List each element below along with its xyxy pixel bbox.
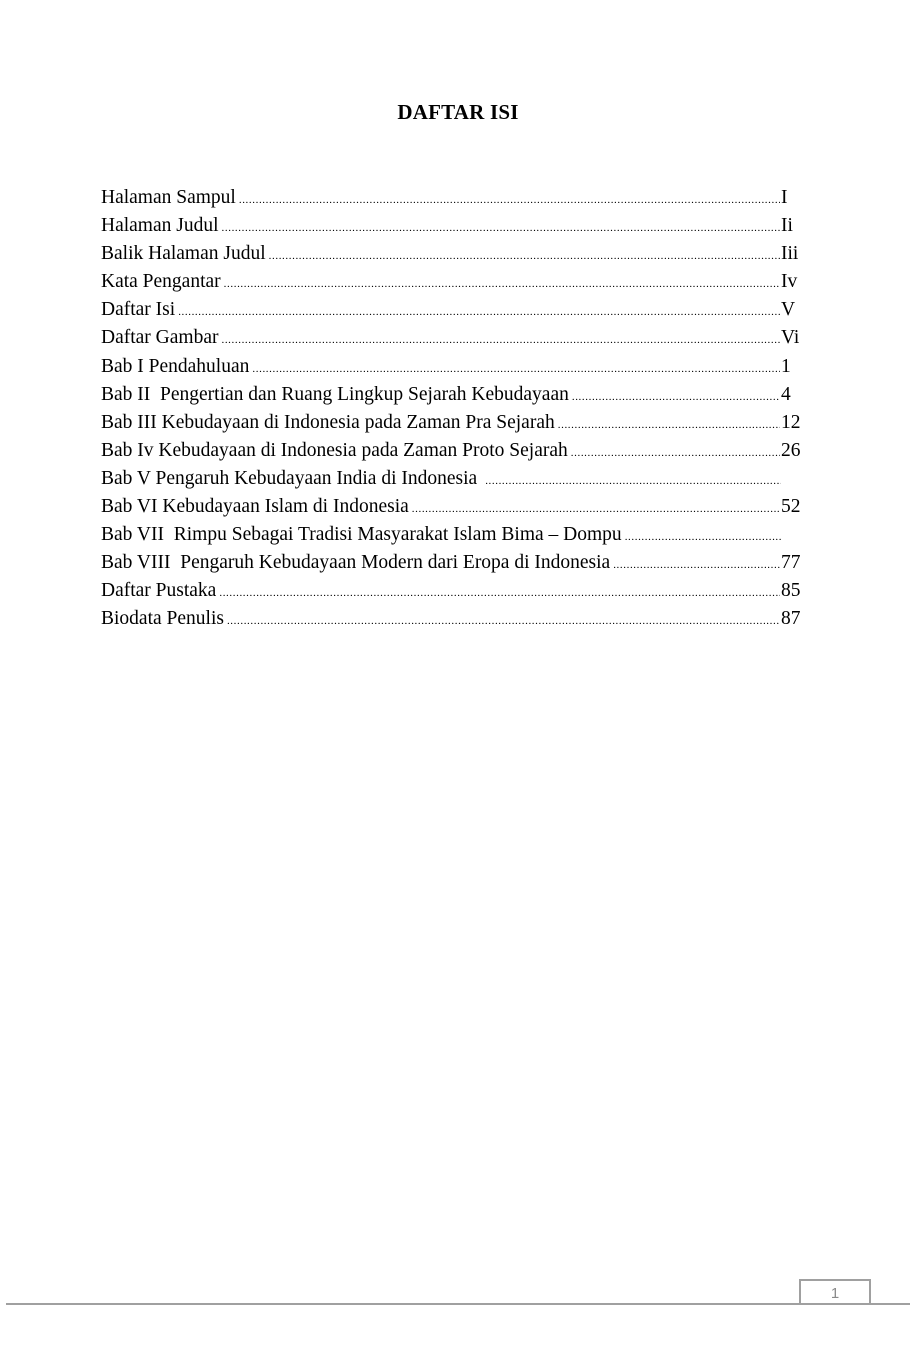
toc-entry-page: Iii <box>781 243 799 265</box>
toc-entry-page: Vi <box>781 327 800 349</box>
toc-entry-label: Bab Iv Kebudayaan di Indonesia pada Zaman Proto Sejarah <box>101 439 568 461</box>
toc-dot-leader <box>269 242 780 270</box>
toc-entry[interactable] <box>101 268 805 296</box>
page-title: DAFTAR ISI <box>397 100 519 124</box>
toc-entry[interactable] <box>101 465 805 493</box>
toc-entry-label: Daftar Pustaka <box>101 580 217 602</box>
toc-dot-leader <box>252 355 780 383</box>
toc-dot-leader <box>613 551 780 579</box>
toc-entry-page: 26 <box>781 439 801 461</box>
toc-entry-label: Halaman Judul <box>101 215 219 237</box>
toc-dot-leader <box>625 523 781 551</box>
page-number: 1 <box>830 1285 840 1302</box>
toc-dot-leader <box>222 214 780 242</box>
toc-entry-label: Biodata Penulis <box>101 608 224 630</box>
toc-entry[interactable] <box>101 296 805 324</box>
toc-entry[interactable] <box>101 577 805 605</box>
footer-rule <box>6 1303 910 1305</box>
toc-dot-leader <box>227 607 780 635</box>
toc-entry[interactable] <box>101 605 805 633</box>
toc-entry-page: 52 <box>781 496 801 518</box>
toc-dot-leader <box>571 439 780 467</box>
toc-entry-page: Ii <box>781 215 793 237</box>
toc-entry-page: 12 <box>781 411 801 433</box>
toc-entry[interactable] <box>101 549 805 577</box>
toc-entry-page: 87 <box>781 608 801 630</box>
toc-entry-label: Bab VII Rimpu Sebagai Tradisi Masyarakat Islam Bima – Dompu <box>101 524 622 546</box>
toc-entry[interactable] <box>101 240 805 268</box>
toc-entry[interactable] <box>101 521 805 549</box>
toc-dot-leader <box>178 298 780 326</box>
page-number-tab <box>799 1279 871 1303</box>
toc-entry-label: Bab VIII Pengaruh Kebudayaan Modern dari Eropa di Indonesia <box>101 552 611 574</box>
toc-entry-label: Daftar Isi <box>101 299 176 321</box>
toc-dot-leader <box>572 383 780 411</box>
toc-entry[interactable] <box>101 184 805 212</box>
toc-entry[interactable] <box>101 409 805 437</box>
toc-entry[interactable] <box>101 212 805 240</box>
toc-entry[interactable] <box>101 437 805 465</box>
toc-entry-label: Daftar Gambar <box>101 327 219 349</box>
toc-entry[interactable] <box>101 324 805 352</box>
toc-dot-leader <box>224 270 780 298</box>
toc-entry-page: 77 <box>781 552 801 574</box>
toc-entry-label: Kata Pengantar <box>101 271 221 293</box>
toc-entry-page: Iv <box>781 271 798 293</box>
toc-entry-label: Bab I Pendahuluan <box>101 355 250 377</box>
toc-entry[interactable] <box>101 493 805 521</box>
toc-entry-page: I <box>781 187 788 208</box>
toc-dot-leader <box>219 579 780 607</box>
toc-entry[interactable] <box>101 353 805 381</box>
toc-entry-page: V <box>781 299 796 321</box>
table-of-contents <box>101 184 805 634</box>
toc-entry-label: Bab III Kebudayaan di Indonesia pada Zaman Pra Sejarah <box>101 411 555 433</box>
toc-entry-page: 1 <box>781 355 791 377</box>
toc-entry-label: Halaman Sampul <box>101 187 236 208</box>
toc-dot-leader <box>485 467 781 495</box>
toc-entry-page: 85 <box>781 580 801 602</box>
toc-entry-page: 4 <box>781 383 791 405</box>
toc-entry-label: Bab V Pengaruh Kebudayaan India di Indonesia <box>101 467 478 489</box>
toc-dot-leader <box>221 326 780 354</box>
toc-entry[interactable] <box>101 381 805 409</box>
toc-dot-leader <box>239 186 780 214</box>
toc-entry-label: Bab II Pengertian dan Ruang Lingkup Sejarah Kebudayaan <box>101 383 569 405</box>
toc-entry-label: Balik Halaman Judul <box>101 243 266 265</box>
toc-dot-leader <box>558 411 780 439</box>
toc-entry-label: Bab VI Kebudayaan Islam di Indonesia <box>101 496 409 518</box>
toc-dot-leader <box>412 495 780 523</box>
